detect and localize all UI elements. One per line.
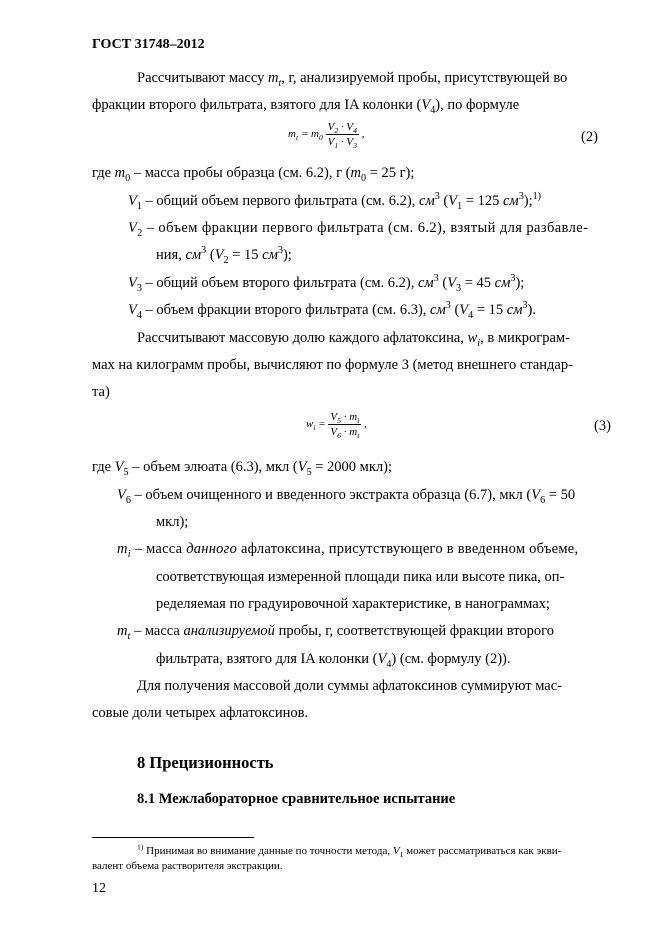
footnote-line-1: $^{1)}$ Принимая во внимание данные по точности метода, $V_1$ может рассматриваться как экви- <box>137 842 562 860</box>
def-v3: $V_3$ – общий объем второго фильтрата (см. 6.2), $см^3$ ($V_3 = 45$ $см^3$); <box>128 273 525 294</box>
paragraph-3-line-1: Для получения массовой доли суммы афлатоксинов суммируют мас- <box>137 678 562 694</box>
def-mi-line-1: $m_i$ – масса данного афлатоксина, присутствующего в введенном объеме, <box>117 541 579 560</box>
paragraph-3-line-2: совые доли четырех афлатоксинов. <box>92 705 309 721</box>
section-8-heading: 8 Прецизионность <box>137 753 274 772</box>
def-v2-line-1: $V_2$ – объем фракции первого фильтрата (см. 6.2), взятый для разбавле- <box>128 220 589 239</box>
footnote-separator <box>92 837 254 838</box>
document-header: ГОСТ 31748–2012 <box>92 37 205 52</box>
formula-3-fraction: $\frac{V_5 \cdot m_i}{V_6 \cdot m_t}$ <box>330 411 360 441</box>
paragraph-2-line-1: Рассчитывают массовую долю каждого афлатоксина, $w_i$, в микрограм- <box>137 330 570 349</box>
def-v1: $V_1$ – общий объем первого фильтрата (см. 6.2), $см^3$ ($V_1 = 125$ $см^3);^{1)}$ <box>128 191 542 212</box>
def-mt-line-1: $m_t$ – масса анализируемой пробы, г, соответствующей фракции второго <box>117 623 554 642</box>
paragraph-1-line-1: Рассчитывают массу $m_t$, г, анализируемой пробы, присутствующей во <box>137 70 568 89</box>
formula-2: $m_t = m_0$ $\frac{V_2 \cdot V_4}{V_1 \cdot V_3}$ , <box>288 121 365 151</box>
def-m0: где $m_0$ – масса пробы образца (см. 6.2), г ($m_0 = 25$ г); <box>92 165 415 184</box>
paragraph-2-line-2: мах на килограмм пробы, вычисляют по формуле 3 (метод внешнего стандар- <box>92 357 573 373</box>
formula-3: $w_i$ = $\frac{V_5 \cdot m_i}{V_6 \cdot m_t}$ , <box>306 411 367 441</box>
def-v6-line-2: мкл); <box>156 514 189 530</box>
def-mt-line-2: фильтрата, взятого для IA колонки $(V_4)$ (см. формулу (2)). <box>156 651 511 670</box>
paragraph-2-line-3: та) <box>92 384 110 400</box>
paragraph-1-line-2: фракции второго фильтрата, взятого для IA колонки $(V_4)$, по формуле <box>92 97 520 116</box>
def-v5: где $V_5$ – объем элюата (6.3), мкл ($V_5 = 2000$ мкл); <box>92 459 392 478</box>
def-v6-line-1: $V_6$ – объем очищенного и введенного экстракта образца (6.7), мкл ($V_6 = 50$ <box>117 487 576 506</box>
def-mi-line-2: соответствующая измеренной площади пика или высоте пика, оп- <box>156 569 565 585</box>
formula-2-fraction: $\frac{V_2 \cdot V_4}{V_1 \cdot V_3}$ <box>327 121 357 151</box>
def-mi-line-3: ределяемая по градуировочной характеристике, в нанограммах; <box>156 596 550 612</box>
def-v4: $V_4$ – объем фракции второго фильтрата (см. 6.3), $см^3$ ($V_4 = 15$ $см^3$). <box>128 300 536 321</box>
section-8-1-heading: 8.1 Межлабораторное сравнительное испытание <box>137 791 456 807</box>
formula-2-number: (2) <box>581 129 598 145</box>
def-v2-line-2: ния, $см^3$ ($V_2 = 15$ $см^3$); <box>156 245 292 266</box>
footnote-line-2: валент объема растворителя экстракции. <box>92 860 283 872</box>
page-number: 12 <box>92 881 106 896</box>
formula-3-number: (3) <box>594 418 611 434</box>
